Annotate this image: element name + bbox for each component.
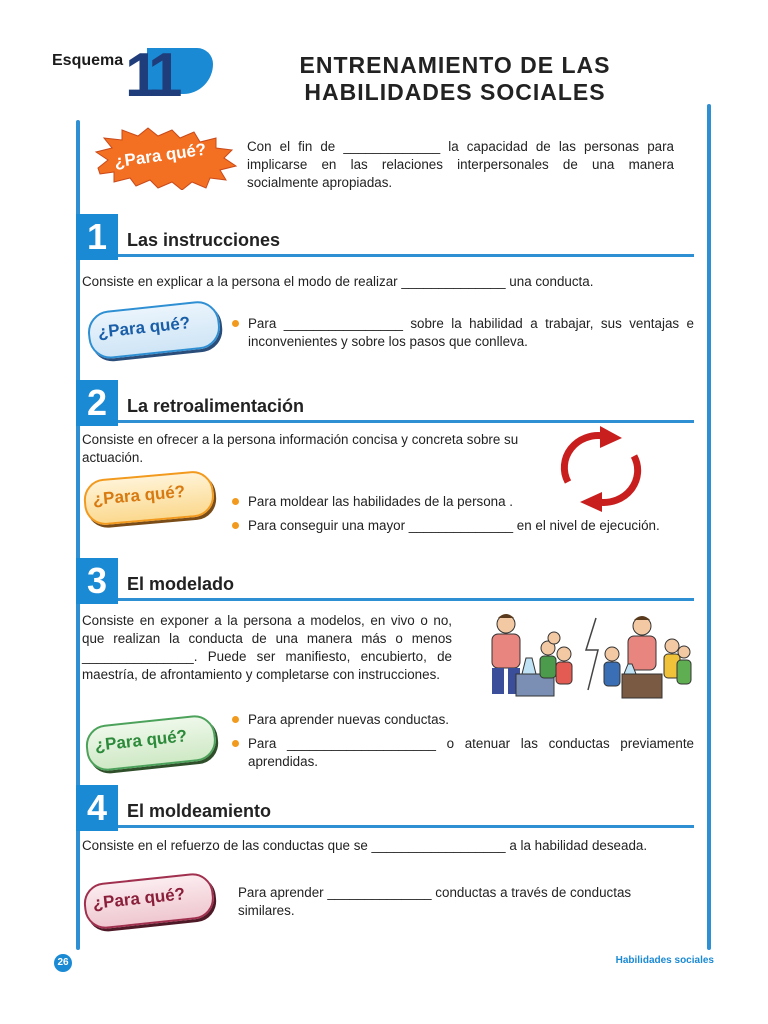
esquema-number: 11 (125, 41, 175, 110)
section-1-badge (86, 299, 220, 360)
section-3-bullet-1-icon (232, 716, 239, 723)
section-2-number: 2 (76, 380, 118, 426)
section-4-text: Para aprender ______________ conductas a través de conductas similares. (238, 885, 632, 918)
section-3-bullet-2: Para ____________________ o atenuar las conductas previamente aprendidas. (248, 736, 694, 769)
section-4-badge-label: ¿Para qué? (91, 884, 186, 913)
frame-right-rail (707, 104, 711, 950)
section-2-rule (118, 420, 694, 423)
intro-badge (92, 126, 238, 190)
page-title-line2: HABILIDADES SOCIALES (304, 79, 606, 105)
section-1-description: Consiste en explicar a la persona el modo de realizar ______________ una conducta. (82, 274, 594, 289)
page-title (240, 52, 670, 106)
section-3-rule (118, 598, 694, 601)
esquema-label: Esquema (52, 52, 124, 69)
page-number: 26 (54, 954, 72, 972)
section-2-badge (82, 469, 216, 528)
section-1-number: 1 (76, 214, 118, 260)
section-4-badge (82, 871, 216, 932)
section-3-description: Consiste en exponer a la persona a modelos, en vivo o no, que realizan la conducta de una manera más o menos _______________. Puede ser manifiesto, encubierto, de maestría, de afrontamiento y completarse con instrucciones. (82, 613, 452, 682)
section-3-bullet-1: Para aprender nuevas conductas. (248, 712, 449, 727)
section-4-number: 4 (76, 785, 118, 831)
section-4-description: Consiste en el refuerzo de las conductas que se __________________ a la habilidad deseada. (82, 838, 648, 853)
section-2-bullet-1-icon (232, 498, 239, 505)
intro-text: Con el fin de _____________ la capacidad de las personas para implicarse en las relaciones interpersonales de una manera socialmente apropiadas. (247, 139, 674, 190)
footer-section-name: Habilidades sociales (615, 955, 714, 966)
section-2-bullet-1: Para moldear las habilidades de la persona . (248, 494, 514, 509)
section-2-badge-label: ¿Para qué? (91, 481, 186, 509)
section-1-bullet-1-icon (232, 320, 239, 327)
section-2-bullet-2-icon (232, 522, 239, 529)
section-1-title: Las instrucciones (127, 230, 281, 250)
section-2-title: La retroalimentación (127, 396, 305, 416)
section-2-description: Consiste en ofrecer a la persona información concisa y concreta sobre su actuación. (82, 432, 519, 465)
section-3-badge-label: ¿Para qué? (93, 726, 188, 755)
section-1-bullet-1: Para ________________ sobre la habilidad a trabajar, sus ventajas e inconvenientes y sobre los pasos que conlleva. (248, 316, 694, 349)
section-3-bullet-2-icon (232, 740, 239, 747)
section-3-badge (84, 713, 218, 774)
section-2-bullet-2: Para conseguir una mayor ______________ en el nivel de ejecución. (248, 518, 660, 533)
section-1-badge-label: ¿Para qué? (96, 313, 192, 342)
section-4-rule (118, 825, 694, 828)
section-1-rule (118, 254, 694, 257)
section-3-number: 3 (76, 558, 118, 604)
intro-badge-label: ¿Para qué? (113, 139, 208, 172)
page-title-line1: ENTRENAMIENTO DE LAS (299, 52, 611, 78)
modeling-illustration (486, 610, 696, 702)
section-4-title: El moldeamiento (127, 801, 272, 821)
section-3-title: El modelado (127, 574, 235, 594)
